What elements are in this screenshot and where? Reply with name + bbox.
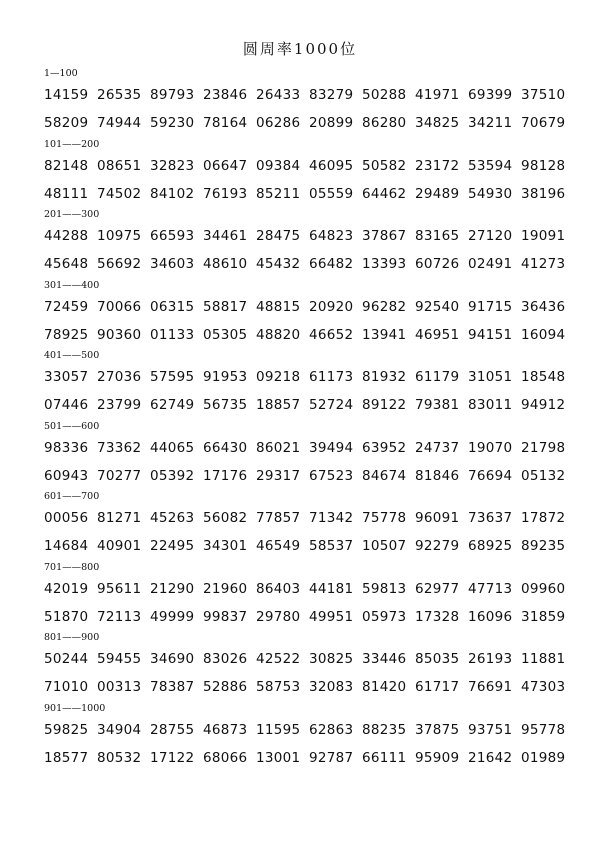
digit-group: 68066 xyxy=(203,749,248,766)
digit-group: 45432 xyxy=(256,256,301,272)
digit-row xyxy=(44,532,574,560)
digit-group: 56692 xyxy=(97,256,142,272)
range-label: 701——800 xyxy=(44,561,100,573)
digit-row xyxy=(44,152,574,180)
digit-group: 66430 xyxy=(203,439,248,456)
digit-block xyxy=(44,280,574,351)
digit-row xyxy=(44,575,574,603)
digit-group: 88235 xyxy=(362,721,407,738)
digit-group: 19070 xyxy=(468,439,513,456)
digit-group: 38196 xyxy=(521,185,566,202)
digit-group: 69399 xyxy=(468,87,513,103)
digit-group: 32083 xyxy=(309,679,354,695)
digit-group: 22495 xyxy=(150,538,195,554)
digit-group: 46549 xyxy=(256,538,301,554)
digit-row xyxy=(44,645,574,673)
digit-group: 70066 xyxy=(97,298,142,315)
digit-group: 82148 xyxy=(44,157,89,174)
range-label: 301——400 xyxy=(44,279,100,291)
digit-group: 00313 xyxy=(97,679,142,695)
digit-group: 61173 xyxy=(309,369,354,385)
digit-group: 60726 xyxy=(415,256,460,272)
digit-block xyxy=(44,68,574,139)
digit-group: 70679 xyxy=(521,115,566,131)
digit-group: 09960 xyxy=(521,580,566,597)
digit-group: 29317 xyxy=(256,467,301,484)
range-label: 101——200 xyxy=(44,138,100,150)
range-label: 501——600 xyxy=(44,420,100,432)
digit-group: 71342 xyxy=(309,510,354,526)
digit-group: 67523 xyxy=(309,467,354,484)
digit-group: 99837 xyxy=(203,608,248,625)
digit-group: 84674 xyxy=(362,467,407,484)
digit-group: 56082 xyxy=(203,510,248,526)
digit-group: 30825 xyxy=(309,651,354,667)
digit-group: 13941 xyxy=(362,326,407,343)
digit-group: 18548 xyxy=(521,369,566,385)
digit-group: 86280 xyxy=(362,115,407,131)
digit-group: 74502 xyxy=(97,185,142,202)
digit-group: 24737 xyxy=(415,439,460,456)
digit-group: 94151 xyxy=(468,326,513,343)
digit-group: 18577 xyxy=(44,749,89,766)
digit-group: 39494 xyxy=(309,439,354,456)
digit-group: 36436 xyxy=(521,298,566,315)
digit-group: 45263 xyxy=(150,510,195,526)
digit-group: 75778 xyxy=(362,510,407,526)
digit-group: 44288 xyxy=(44,228,89,244)
digit-group: 58753 xyxy=(256,679,301,695)
digit-group: 86403 xyxy=(256,580,301,597)
digit-group: 64462 xyxy=(362,185,407,202)
digit-group: 27036 xyxy=(97,369,142,385)
digit-group: 91715 xyxy=(468,298,513,315)
digit-group: 81846 xyxy=(415,467,460,484)
digit-group: 94912 xyxy=(521,397,566,413)
digit-block xyxy=(44,632,574,703)
digit-group: 53594 xyxy=(468,157,513,174)
digit-group: 17122 xyxy=(150,749,195,766)
digit-group: 42522 xyxy=(256,651,301,667)
digit-group: 81420 xyxy=(362,679,407,695)
digit-group: 37867 xyxy=(362,228,407,244)
digit-group: 23799 xyxy=(97,397,142,413)
digit-group: 74944 xyxy=(97,115,142,131)
digit-row xyxy=(44,603,574,631)
digit-group: 18857 xyxy=(256,397,301,413)
digit-row xyxy=(44,222,574,250)
digit-group: 52724 xyxy=(309,397,354,413)
digit-group: 34301 xyxy=(203,538,248,554)
digit-group: 62977 xyxy=(415,580,460,597)
digit-group: 59230 xyxy=(150,115,195,131)
digit-group: 73362 xyxy=(97,439,142,456)
digit-group: 60943 xyxy=(44,467,89,484)
digit-group: 17328 xyxy=(415,608,460,625)
digit-group: 89122 xyxy=(362,397,407,413)
digit-group: 68925 xyxy=(468,538,513,554)
digit-group: 92540 xyxy=(415,298,460,315)
range-label: 601——700 xyxy=(44,491,100,502)
digit-group: 52886 xyxy=(203,679,248,695)
digit-group: 46873 xyxy=(203,721,248,738)
digit-group: 62749 xyxy=(150,397,195,413)
digit-group: 34211 xyxy=(468,115,513,131)
range-label: 901——1000 xyxy=(44,702,106,714)
digit-group: 06286 xyxy=(256,115,301,131)
digit-group: 29489 xyxy=(415,185,460,202)
digit-group: 59455 xyxy=(97,651,142,667)
digit-group: 58537 xyxy=(309,538,354,554)
digit-group: 34690 xyxy=(150,651,195,667)
digit-group: 58209 xyxy=(44,115,89,131)
digit-row xyxy=(44,363,574,391)
digit-group: 85211 xyxy=(256,185,301,202)
digit-group: 84102 xyxy=(150,185,195,202)
digit-row xyxy=(44,673,574,701)
digit-group: 06315 xyxy=(150,298,195,315)
digit-group: 96282 xyxy=(362,298,407,315)
digit-group: 76691 xyxy=(468,679,513,695)
digit-group: 71010 xyxy=(44,679,89,695)
digit-row xyxy=(44,391,574,419)
digit-row xyxy=(44,81,574,109)
digit-row xyxy=(44,293,574,321)
digit-group: 00056 xyxy=(44,510,89,526)
digit-group: 63952 xyxy=(362,439,407,456)
digit-group: 34603 xyxy=(150,256,195,272)
digit-group: 85035 xyxy=(415,651,460,667)
digit-group: 44181 xyxy=(309,580,354,597)
digit-group: 66111 xyxy=(362,749,407,766)
digit-group: 34461 xyxy=(203,228,248,244)
digit-group: 92279 xyxy=(415,538,460,554)
digit-group: 20920 xyxy=(309,298,354,315)
digit-row xyxy=(44,109,574,137)
digit-group: 32823 xyxy=(150,157,195,174)
digit-group: 13393 xyxy=(362,256,407,272)
digit-group: 14159 xyxy=(44,87,89,103)
digit-group: 48610 xyxy=(203,256,248,272)
digit-group: 21290 xyxy=(150,580,195,597)
digit-group: 78164 xyxy=(203,115,248,131)
digit-block xyxy=(44,491,574,562)
digit-group: 34904 xyxy=(97,721,142,738)
digit-group: 17176 xyxy=(203,467,248,484)
digit-group: 48111 xyxy=(44,185,89,202)
digit-group: 49999 xyxy=(150,608,195,625)
digit-group: 13001 xyxy=(256,749,301,766)
digit-group: 40901 xyxy=(97,538,142,554)
digit-group: 20899 xyxy=(309,115,354,131)
digit-group: 14684 xyxy=(44,538,89,554)
digit-group: 58817 xyxy=(203,298,248,315)
digit-group: 05305 xyxy=(203,326,248,343)
digit-group: 33446 xyxy=(362,651,407,667)
digit-group: 16094 xyxy=(521,326,566,343)
digit-group: 46095 xyxy=(309,157,354,174)
digit-group: 21798 xyxy=(521,439,566,456)
digit-group: 31051 xyxy=(468,369,513,385)
digit-block xyxy=(44,562,574,633)
digit-group: 81932 xyxy=(362,369,407,385)
digit-group: 54930 xyxy=(468,185,513,202)
digit-row xyxy=(44,250,574,278)
digit-group: 41971 xyxy=(415,87,460,103)
digit-block xyxy=(44,139,574,210)
digit-group: 42019 xyxy=(44,580,89,597)
digit-group: 23846 xyxy=(203,87,248,103)
digit-group: 86021 xyxy=(256,439,301,456)
digit-group: 33057 xyxy=(44,369,89,385)
range-label: 201——300 xyxy=(44,209,100,220)
digit-group: 49951 xyxy=(309,608,354,625)
digit-group: 89235 xyxy=(521,538,566,554)
digit-group: 26535 xyxy=(97,87,142,103)
digit-group: 37875 xyxy=(415,721,460,738)
digit-row xyxy=(44,504,574,532)
digit-group: 34825 xyxy=(415,115,460,131)
digit-group: 59825 xyxy=(44,721,89,738)
digit-group: 72113 xyxy=(97,608,142,625)
digit-block xyxy=(44,421,574,492)
digit-group: 95909 xyxy=(415,749,460,766)
digit-group: 06647 xyxy=(203,157,248,174)
digit-group: 93751 xyxy=(468,721,513,738)
digit-group: 09218 xyxy=(256,369,301,385)
digit-group: 01989 xyxy=(521,749,566,766)
digit-group: 01133 xyxy=(150,326,195,343)
digit-group: 41273 xyxy=(521,256,566,272)
digit-group: 05392 xyxy=(150,467,195,484)
digit-block xyxy=(44,350,574,421)
digit-group: 96091 xyxy=(415,510,460,526)
digit-group: 28475 xyxy=(256,228,301,244)
digit-group: 10507 xyxy=(362,538,407,554)
digit-group: 50288 xyxy=(362,87,407,103)
digit-group: 21642 xyxy=(468,749,513,766)
digit-group: 47303 xyxy=(521,679,566,695)
range-label: 801——900 xyxy=(44,632,100,643)
digit-blocks xyxy=(44,68,574,773)
digit-group: 23172 xyxy=(415,157,460,174)
digit-group: 48815 xyxy=(256,298,301,315)
range-label: 401——500 xyxy=(44,350,100,361)
digit-group: 61717 xyxy=(415,679,460,695)
digit-group: 98128 xyxy=(521,157,566,174)
digit-group: 28755 xyxy=(150,721,195,738)
digit-group: 83165 xyxy=(415,228,460,244)
digit-group: 09384 xyxy=(256,157,301,174)
digit-row xyxy=(44,462,574,490)
digit-group: 90360 xyxy=(97,326,142,343)
digit-group: 56735 xyxy=(203,397,248,413)
digit-group: 81271 xyxy=(97,510,142,526)
digit-group: 21960 xyxy=(203,580,248,597)
digit-group: 11881 xyxy=(521,651,566,667)
digit-group: 46652 xyxy=(309,326,354,343)
digit-group: 50244 xyxy=(44,651,89,667)
digit-group: 78387 xyxy=(150,679,195,695)
digit-group: 98336 xyxy=(44,439,89,456)
digit-group: 08651 xyxy=(97,157,142,174)
digit-group: 76193 xyxy=(203,185,248,202)
digit-group: 44065 xyxy=(150,439,195,456)
digit-group: 70277 xyxy=(97,467,142,484)
digit-group: 16096 xyxy=(468,608,513,625)
digit-group: 95611 xyxy=(97,580,142,597)
digit-group: 79381 xyxy=(415,397,460,413)
digit-group: 72459 xyxy=(44,298,89,315)
digit-block xyxy=(44,703,574,774)
digit-group: 78925 xyxy=(44,326,89,343)
digit-group: 27120 xyxy=(468,228,513,244)
digit-group: 59813 xyxy=(362,580,407,597)
digit-group: 48820 xyxy=(256,326,301,343)
digit-group: 05559 xyxy=(309,185,354,202)
digit-group: 26433 xyxy=(256,87,301,103)
digit-group: 66593 xyxy=(150,228,195,244)
digit-group: 29780 xyxy=(256,608,301,625)
digit-group: 83011 xyxy=(468,397,513,413)
digit-group: 83026 xyxy=(203,651,248,667)
digit-group: 46951 xyxy=(415,326,460,343)
digit-group: 51870 xyxy=(44,608,89,625)
digit-group: 05973 xyxy=(362,608,407,625)
digit-group: 50582 xyxy=(362,157,407,174)
digit-row xyxy=(44,321,574,349)
digit-group: 89793 xyxy=(150,87,195,103)
digit-group: 83279 xyxy=(309,87,354,103)
digit-group: 07446 xyxy=(44,397,89,413)
digit-group: 77857 xyxy=(256,510,301,526)
page-title: 圆周率1000位 xyxy=(242,40,358,58)
digit-group: 66482 xyxy=(309,256,354,272)
digit-group: 37510 xyxy=(521,87,566,103)
digit-group: 76694 xyxy=(468,467,513,484)
digit-group: 57595 xyxy=(150,369,195,385)
digit-group: 05132 xyxy=(521,467,566,484)
digit-group: 47713 xyxy=(468,580,513,597)
digit-group: 64823 xyxy=(309,228,354,244)
digit-row xyxy=(44,180,574,208)
digit-row xyxy=(44,744,574,772)
digit-group: 61179 xyxy=(415,369,460,385)
digit-group: 73637 xyxy=(468,510,513,526)
digit-row xyxy=(44,716,574,744)
digit-group: 80532 xyxy=(97,749,142,766)
digit-row xyxy=(44,434,574,462)
digit-group: 31859 xyxy=(521,608,566,625)
digit-group: 19091 xyxy=(521,228,566,244)
range-label: 1—100 xyxy=(44,68,78,79)
digit-group: 17872 xyxy=(521,510,566,526)
digit-group: 11595 xyxy=(256,721,301,738)
digit-group: 45648 xyxy=(44,256,89,272)
digit-group: 95778 xyxy=(521,721,566,738)
digit-block xyxy=(44,209,574,280)
digit-group: 10975 xyxy=(97,228,142,244)
digit-group: 02491 xyxy=(468,256,513,272)
digit-group: 91953 xyxy=(203,369,248,385)
digit-group: 62863 xyxy=(309,721,354,738)
digit-group: 92787 xyxy=(309,749,354,766)
digit-group: 26193 xyxy=(468,651,513,667)
